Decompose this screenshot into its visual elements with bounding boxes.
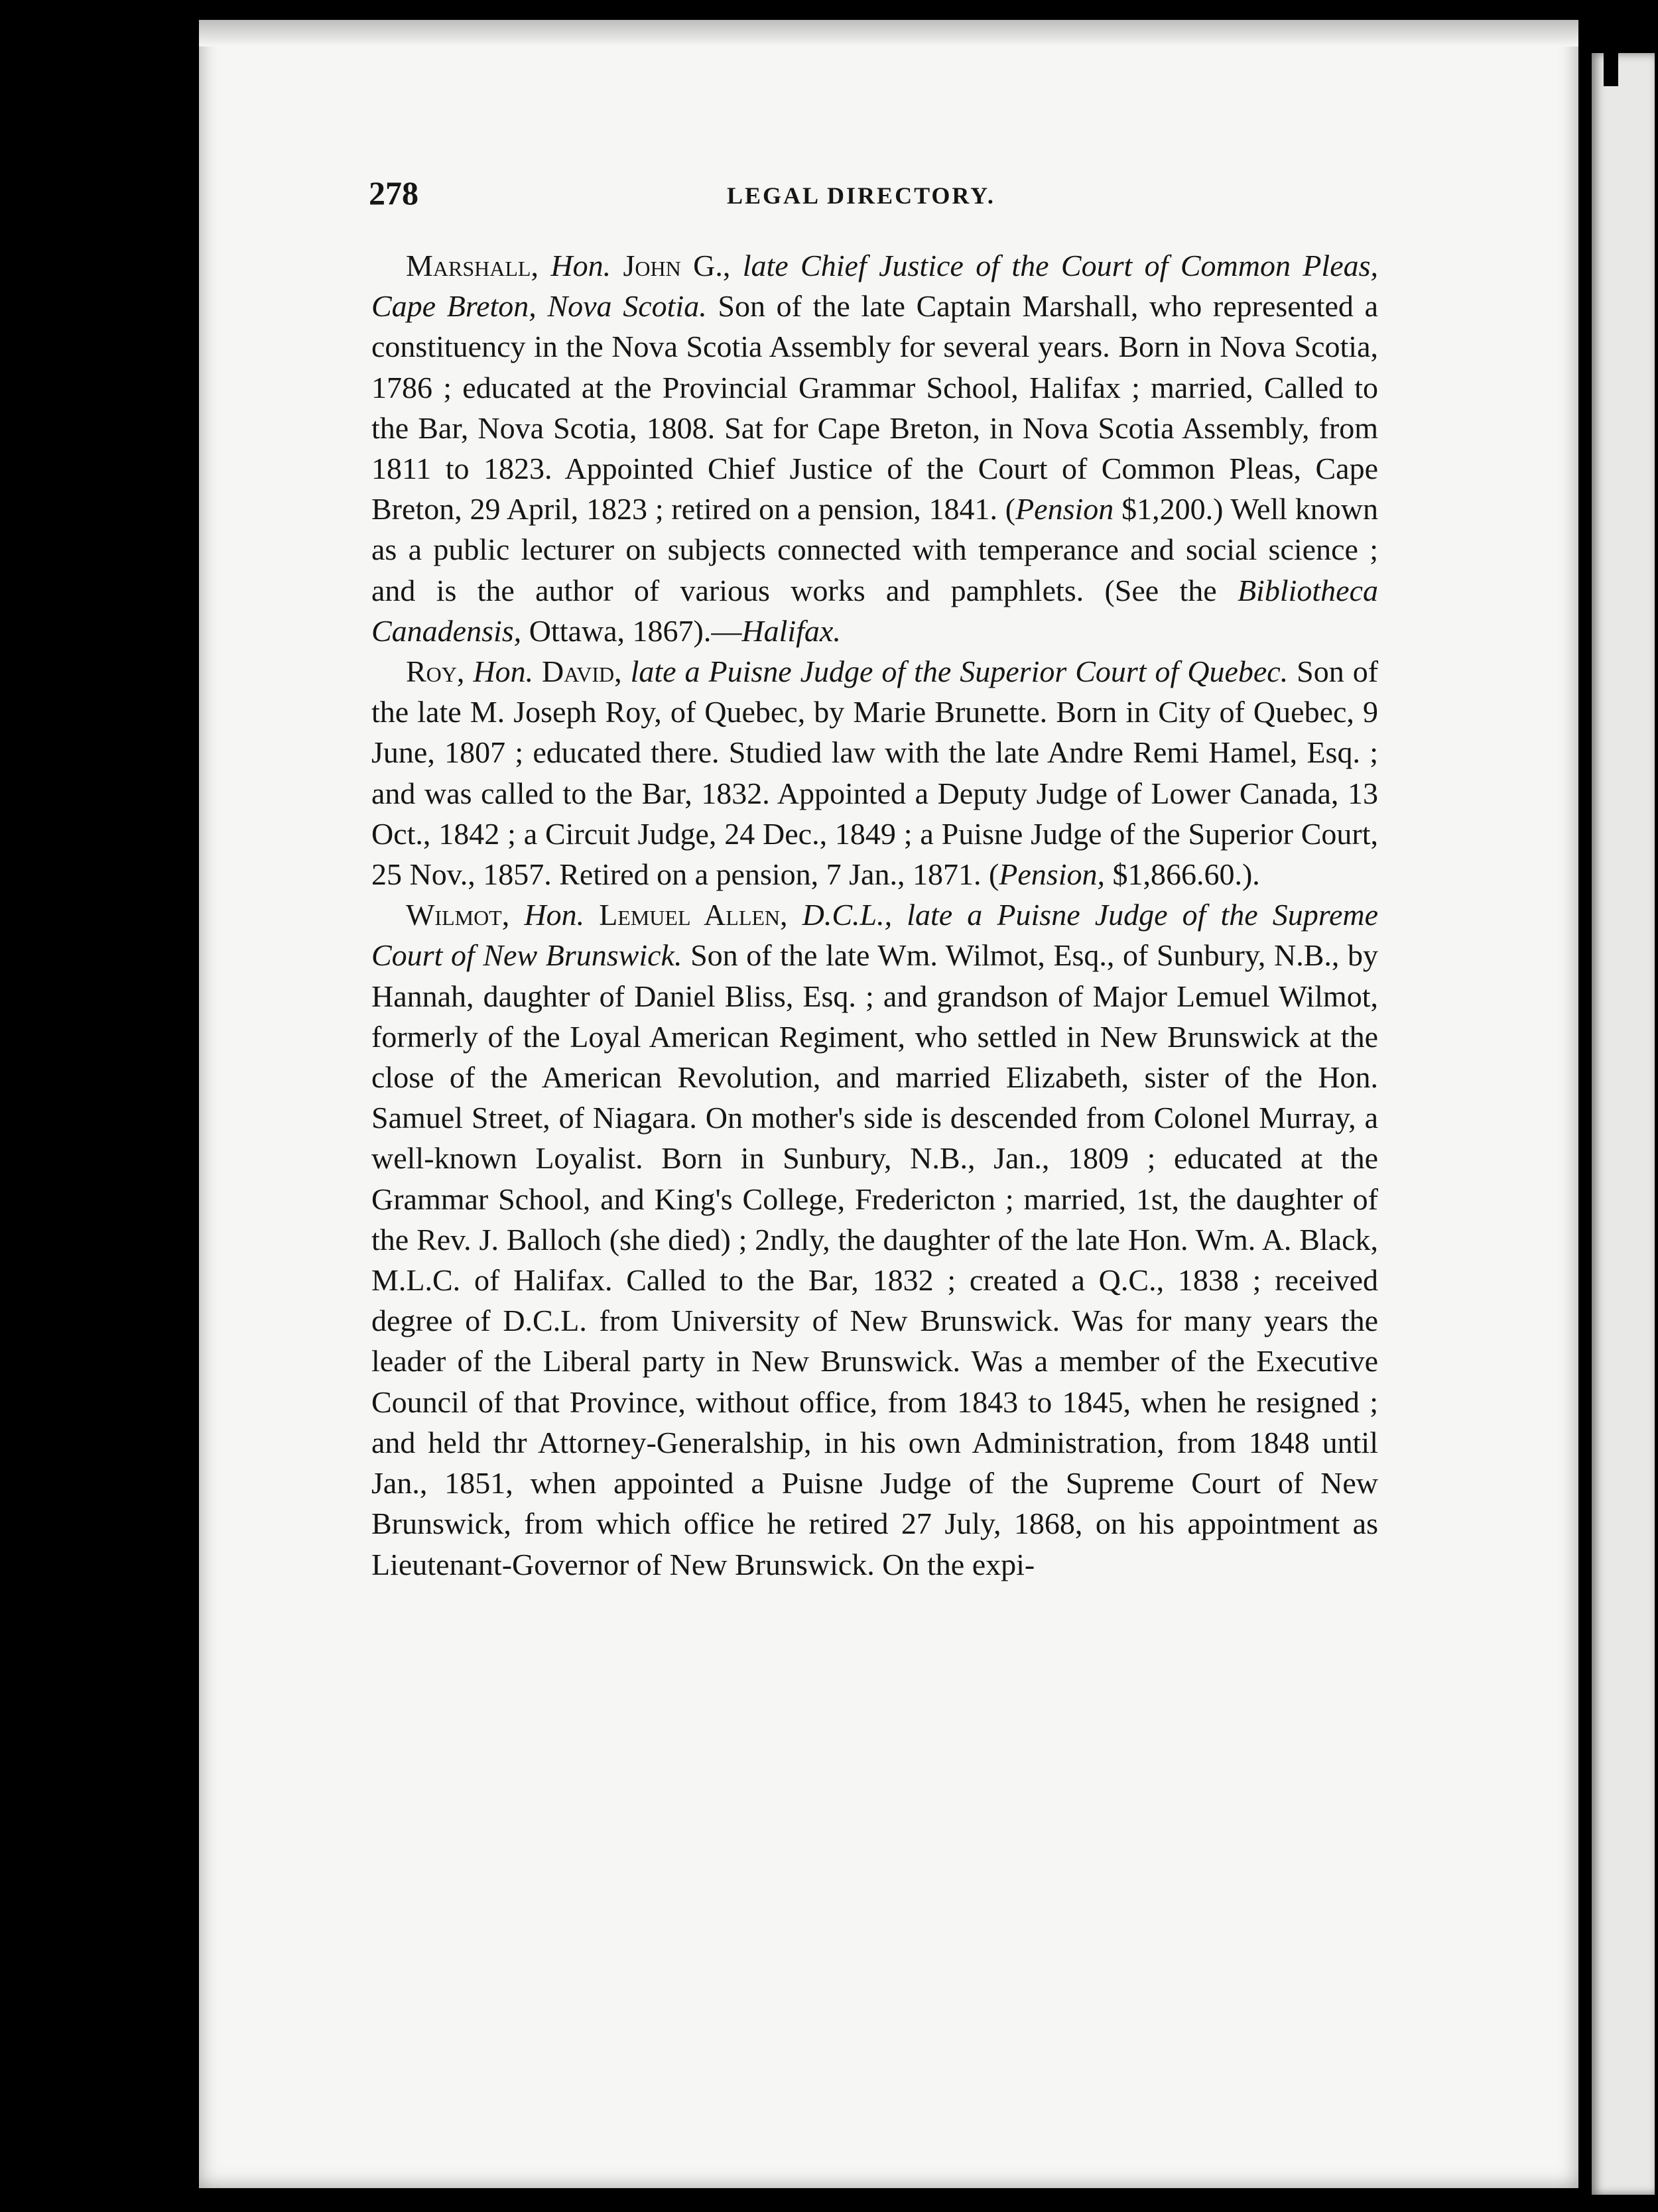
entry-honorific: Hon. [550, 249, 611, 282]
entry-surname: Roy, [406, 654, 465, 689]
page-body [371, 245, 1378, 1585]
work-title: Bibliotheca Canadensis, [371, 573, 1378, 648]
adjacent-page-edge [1592, 53, 1655, 2195]
entry-wilmot [371, 894, 1378, 1584]
page-top-edge [199, 20, 1578, 46]
entry-surname: Marshall, [406, 249, 539, 282]
page-number: 278 [369, 174, 418, 212]
entry-honorific: Hon. [473, 654, 534, 689]
entry-surname: Wilmot, [406, 898, 510, 932]
running-title: LEGAL DIRECTORY. [727, 182, 995, 209]
entry-text: $1,866.60.). [1112, 857, 1260, 892]
entry-given-names: Lemuel Allen, [599, 898, 788, 932]
entry-text: Ottawa, 1867).— [529, 613, 742, 648]
entry-text: Son of the late M. Joseph Roy, of Quebec, by Marie Brunette. Born in City of Quebec, 9 June, 1807 ; educated there. Studied law with the late Andre Remi Hamel, Esq. ; and was called to the Bar, 1832. Appointed a Deputy Judge of Lower Canada, 13 Oct., 1842 ; a Circuit Judge, 24 Dec., 1849 ; a Puisne Judge of the Superior Court, 25 Nov., 1857. Retired on a pension, 7 Jan., 1871. ( [371, 654, 1379, 892]
entry-honorific: Hon. [524, 898, 585, 932]
entry-residence: Halifax. [741, 613, 841, 648]
entry-roy [371, 651, 1378, 894]
pension-label: Pension, [999, 857, 1105, 892]
page-header [369, 174, 1379, 220]
entry-marshall [371, 245, 1378, 651]
entry-title: late Chief Justice of the Court of Common Pleas, Cape Breton, Nova Scotia. [371, 249, 1379, 324]
entry-text: Son of the late Wm. Wilmot, Esq., of Sunbury, N.B., by Hannah, daughter of Daniel Bliss, Esq. ; and grandson of Major Lemuel Wilmot, formerly of the Loyal American Regiment, who settled in New Brunswick at the close of the American Revolution, and married Elizabeth, sister of the Hon. Samuel Street, of Niagara. On mother's side is descended from Colonel Murray, a well-known Loyalist. Born in Sunbury, N.B., Jan., 1809 ; educated at the Grammar School, and King's College, Fredericton ; married, 1st, the daughter of the Rev. J. Balloch (she died) ; 2ndly, the daughter of the late Hon. Wm. A. Black, M.L.C. of Halifax. Called to the Bar, 1832 ; created a Q.C., 1838 ; received degree of D.C.L. from University of New Brunswick. Was for many years the leader of the Liberal party in New Brunswick. Was a member of the Executive Council of that Province, without office, from 1843 to 1845, when he resigned ; and held thr Attorney-Generalship, in his own Administration, from 1848 until Jan., 1851, when appointed a Puisne Judge of the Supreme Court of New Brunswick, from which office he retired 27 July, 1868, on his appointment as Lieutenant-Governor of New Brunswick. On the expi- [371, 938, 1379, 1581]
entry-title: late a Puisne Judge of the Supreme Court of New Brunswick. [371, 898, 1379, 973]
binding-mark [1604, 40, 1618, 86]
entry-degree: D.C.L., [802, 898, 893, 932]
entry-text: Son of the late Captain Marshall, who represented a constituency in the Nova Scotia Assembly for several years. Born in Nova Scotia, 1786 ; educated at the Provincial Grammar School, Halifax ; married, Called to the Bar, Nova Scotia, 1808. Sat for Cape Breton, in Nova Scotia Assembly, from 1811 to 1823. Appointed Chief Justice of the Court of Common Pleas, Cape Breton, 29 April, 1823 ; retired on a pension, 1841. ( [371, 289, 1379, 526]
entry-given-names: John G., [623, 249, 731, 282]
pension-label: Pension [1015, 492, 1114, 526]
entry-title: late a Puisne Judge of the Superior Court of Quebec. [630, 654, 1289, 689]
entry-given-names: David, [542, 654, 622, 689]
entry-text: $1,200.) Well known as a public lecturer on subjects connected with temperance and social science ; and is the author of various works and pamphlets. (See the [371, 492, 1379, 607]
